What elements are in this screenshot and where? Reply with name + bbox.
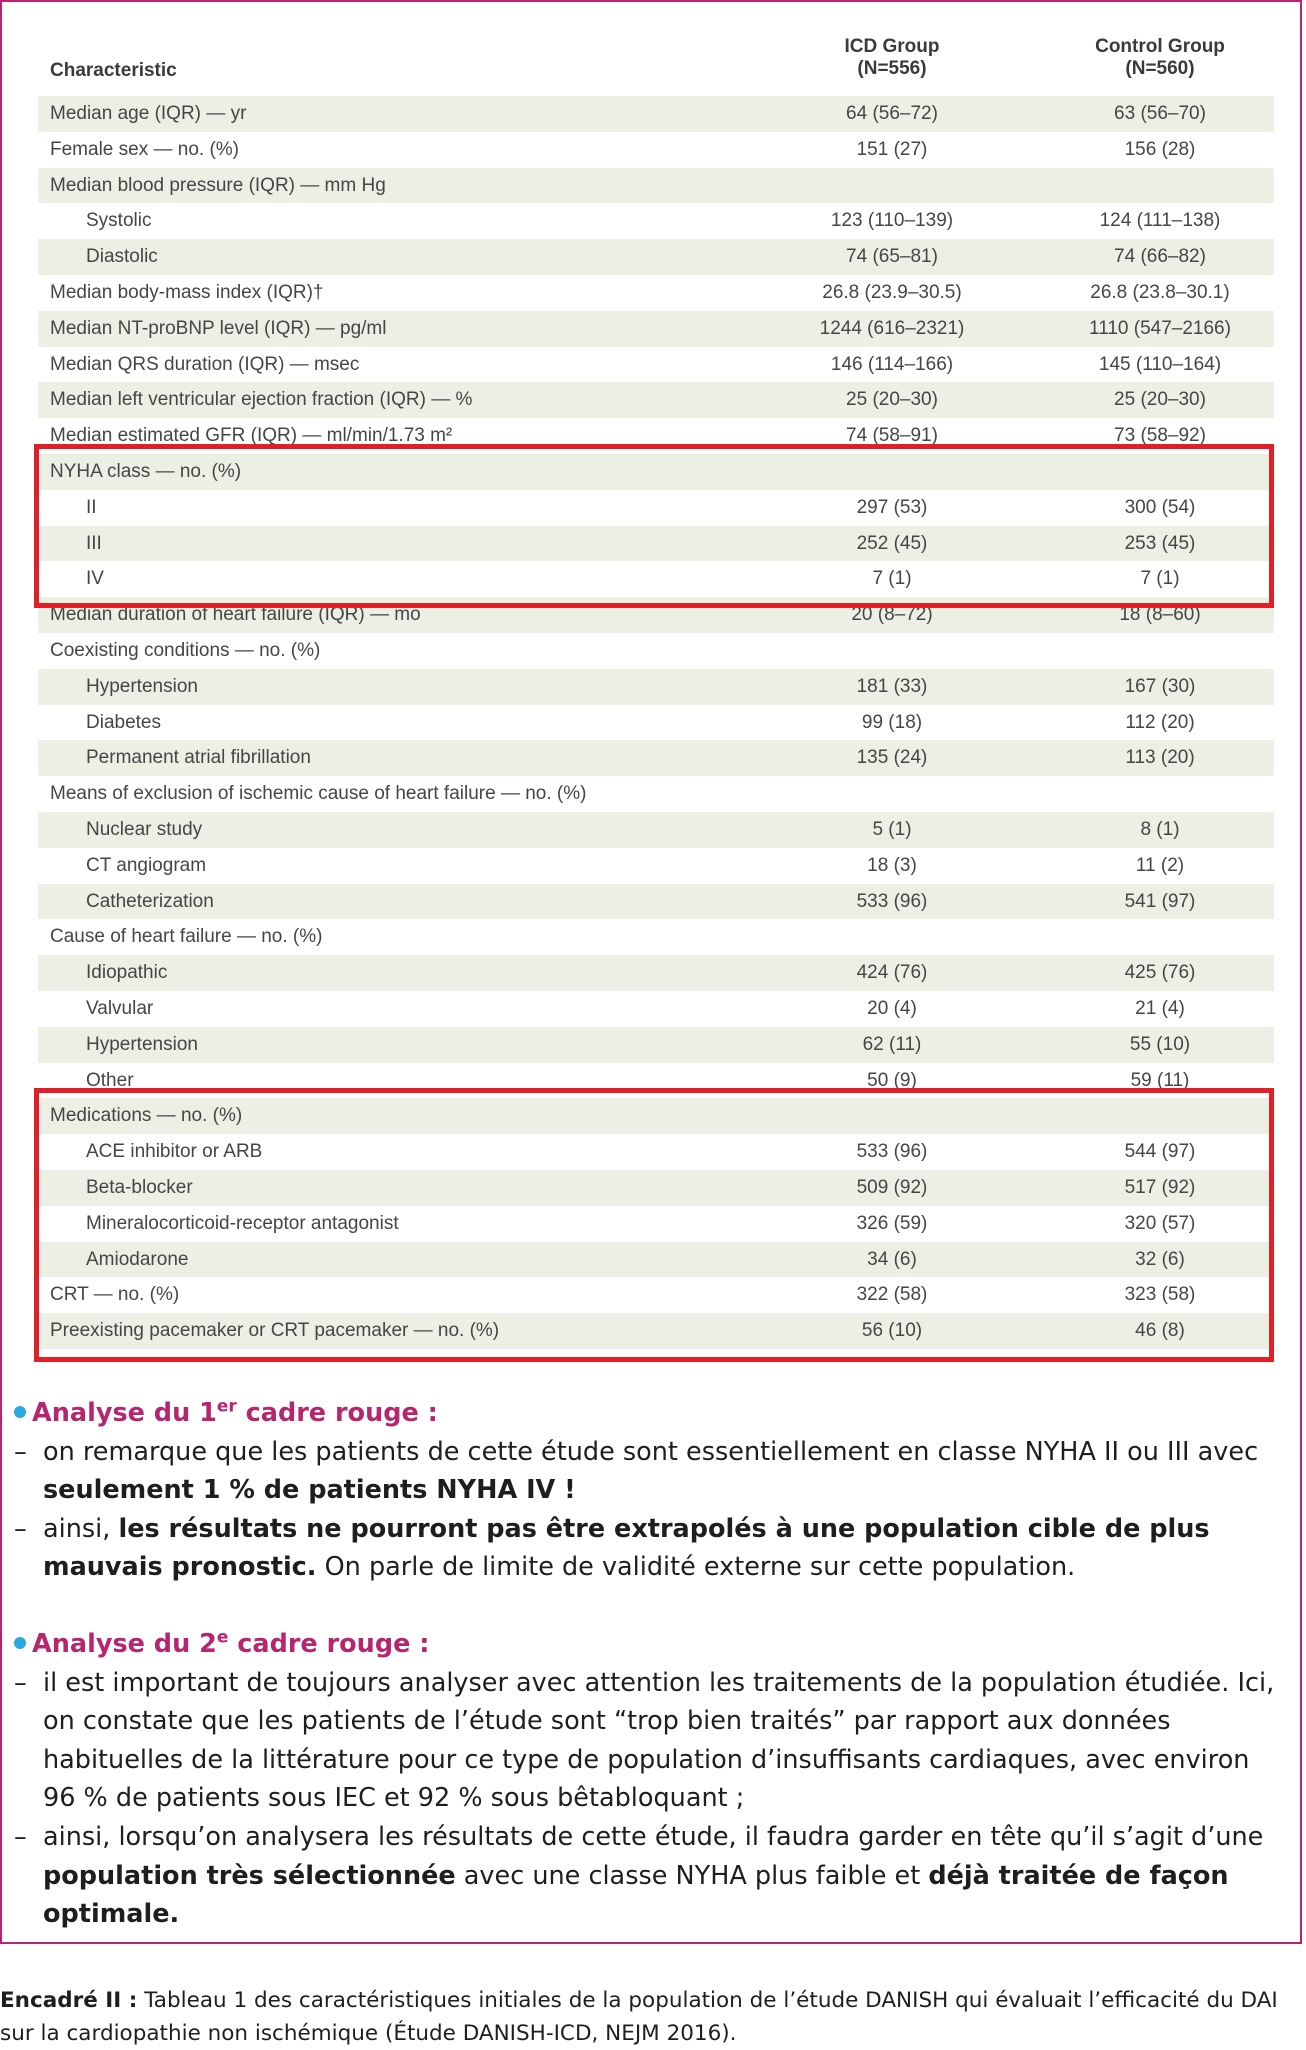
table-row — [38, 776, 1274, 812]
row-label: Nuclear study — [86, 818, 203, 840]
icd-value: 151 (27) — [856, 138, 928, 160]
table-row — [38, 132, 1274, 168]
table-row — [38, 812, 1274, 848]
control-value: 46 (8) — [1135, 1320, 1185, 1342]
table-row — [38, 919, 1274, 955]
row-label: CRT — no. (%) — [50, 1284, 180, 1306]
icd-value: 424 (76) — [856, 962, 928, 984]
icd-value: 34 (6) — [867, 1248, 917, 1270]
analysis-first-bullet-1: – on remarque que les patients de cette étude sont essentiellement en classe NYHA II ou III avec seulement 1 % de patients NYHA IV ! — [14, 1433, 1284, 1510]
row-label: Diabetes — [86, 711, 161, 733]
table-header — [38, 30, 1274, 90]
control-value: 25 (20–30) — [1114, 389, 1206, 411]
icd-value: 123 (110–139) — [830, 210, 954, 232]
control-value: 517 (92) — [1124, 1176, 1196, 1198]
icd-value: 25 (20–30) — [846, 389, 938, 411]
icd-value: 1244 (616–2321) — [819, 317, 965, 339]
red-box-nyha — [34, 444, 1274, 608]
control-value: 156 (28) — [1124, 138, 1196, 160]
row-label: Cause of heart failure — no. (%) — [50, 926, 323, 948]
caption-text: Tableau 1 des caractéristiques initiales de la population de l’étude DANISH qui évaluait l’efficacité du DAI sur la cardiopathie non ischémique (Étude DANISH-ICD, NEJM 2016). — [0, 1988, 1278, 2046]
control-value: 300 (54) — [1124, 496, 1196, 518]
header-icd-n: (N=556) — [857, 58, 927, 79]
row-label: Female sex — no. (%) — [50, 138, 239, 160]
bullet-dot-icon — [14, 1637, 26, 1649]
table-row — [38, 96, 1274, 132]
row-label: Medications — no. (%) — [50, 1105, 243, 1127]
icd-value: 146 (114–166) — [830, 353, 954, 375]
icd-value: 26.8 (23.9–30.5) — [822, 281, 962, 303]
row-label: Idiopathic — [86, 962, 168, 984]
dash-icon: – — [14, 1436, 27, 1467]
control-value: 541 (97) — [1124, 890, 1196, 912]
control-value: 7 (1) — [1140, 568, 1180, 590]
icd-value: 7 (1) — [872, 568, 912, 590]
control-value: 1110 (547–2166) — [1089, 317, 1231, 339]
icd-value: 74 (58–91) — [846, 425, 938, 447]
row-label: Catheterization — [86, 890, 214, 912]
dash-icon: – — [14, 1821, 27, 1852]
table-row — [38, 203, 1274, 239]
control-value: 167 (30) — [1124, 675, 1196, 697]
row-label: Other — [86, 1069, 134, 1091]
red-box-medications — [34, 1088, 1274, 1362]
control-value: 113 (20) — [1125, 747, 1195, 769]
icd-value: 135 (24) — [856, 747, 928, 769]
row-label: Preexisting pacemaker or CRT pacemaker — no. (%) — [50, 1320, 500, 1342]
control-value: 11 (2) — [1135, 854, 1185, 876]
row-label: Means of exclusion of ischemic cause of heart failure — no. (%) — [50, 783, 587, 805]
analysis-first-title: Analyse du 1er cadre rouge : — [14, 1394, 1284, 1433]
table-row — [38, 884, 1274, 920]
icd-value: 181 (33) — [856, 675, 928, 697]
analysis-second-bullet-1: – il est important de toujours analyser avec attention les traitements de la population étudiée. Ici, on constate que les patients de l’étude sont “trop bien traités” par rapport aux données habituelles de la littérature pour ce type de population d’insuffisants cardiaques, avec environ 96 % de patients sous IEC et 92 % sous bêtabloquant ; — [14, 1664, 1284, 1818]
row-label: Median QRS duration (IQR) — msec — [50, 353, 360, 375]
table-row — [38, 311, 1274, 347]
analysis-section — [14, 1394, 1284, 1934]
row-label: Diastolic — [86, 246, 158, 268]
row-label: Amiodarone — [86, 1248, 189, 1270]
header-icd-group — [772, 36, 1012, 80]
analysis-second-box — [14, 1625, 1284, 1934]
icd-value: 326 (59) — [856, 1212, 928, 1234]
analysis-first-box — [14, 1394, 1284, 1587]
row-label: Mineralocorticoid-receptor antagonist — [86, 1212, 399, 1234]
table-row — [38, 740, 1274, 776]
row-label: Median left ventricular ejection fraction (IQR) — % — [50, 389, 473, 411]
header-control-n: (N=560) — [1125, 58, 1195, 79]
control-value: 8 (1) — [1140, 818, 1180, 840]
control-value: 74 (66–82) — [1114, 246, 1206, 268]
icd-value: 99 (18) — [861, 711, 923, 733]
row-label: CT angiogram — [86, 854, 207, 876]
table-row — [38, 669, 1274, 705]
row-label: Median age (IQR) — yr — [50, 103, 247, 124]
icd-value: 74 (65–81) — [846, 246, 938, 268]
icd-value: 252 (45) — [856, 532, 928, 554]
icd-value: 20 (8–72) — [851, 604, 933, 626]
row-label: Median body-mass index (IQR)† — [50, 281, 324, 303]
table-row — [38, 991, 1274, 1027]
control-value: 73 (58–92) — [1114, 425, 1206, 447]
row-label: Hypertension — [86, 675, 198, 697]
control-value: 32 (6) — [1135, 1248, 1185, 1270]
header-control-group — [1040, 36, 1280, 80]
row-label: Median duration of heart failure (IQR) — mo — [50, 604, 421, 626]
icd-value: 509 (92) — [856, 1176, 928, 1198]
dash-icon: – — [14, 1667, 27, 1698]
table-row — [38, 705, 1274, 741]
control-value: 63 (56–70) — [1114, 103, 1206, 124]
dash-icon: – — [14, 1513, 27, 1544]
control-value: 320 (57) — [1124, 1212, 1196, 1234]
figure-caption — [0, 1984, 1306, 2050]
table-row — [38, 633, 1274, 669]
row-label: III — [86, 532, 102, 554]
row-label: NYHA class — no. (%) — [50, 460, 242, 482]
header-control-label: Control Group — [1095, 36, 1225, 57]
analysis-second-title: Analyse du 2e cadre rouge : — [14, 1625, 1284, 1664]
icd-value: 62 (11) — [862, 1033, 922, 1055]
control-value: 18 (8–60) — [1119, 604, 1201, 626]
table-row — [38, 955, 1274, 991]
control-value: 112 (20) — [1125, 711, 1195, 733]
control-value: 21 (4) — [1135, 997, 1185, 1019]
caption-label: Encadré II : — [0, 1988, 138, 2013]
icd-value: 297 (53) — [856, 496, 928, 518]
bullet-dot-icon — [14, 1406, 26, 1418]
control-value: 59 (11) — [1130, 1069, 1190, 1091]
control-value: 253 (45) — [1124, 532, 1196, 554]
icd-value: 50 (9) — [867, 1069, 917, 1091]
control-value: 124 (111–138) — [1099, 210, 1221, 232]
row-label: Valvular — [86, 997, 154, 1019]
control-value: 323 (58) — [1124, 1284, 1196, 1306]
row-label: Systolic — [86, 210, 152, 232]
icd-value: 18 (3) — [867, 854, 917, 876]
table-row — [38, 275, 1274, 311]
row-label: ACE inhibitor or ARB — [86, 1141, 263, 1163]
row-label: Median blood pressure (IQR) — mm Hg — [50, 174, 386, 196]
control-value: 55 (10) — [1129, 1033, 1191, 1055]
analysis-second-bullet-2: – ainsi, lorsqu’on analysera les résultats de cette étude, il faudra garder en tête qu’il s’agit d’une population très sélectionnée avec une classe NYHA plus faible et déjà traitée de façon optimale. — [14, 1818, 1284, 1934]
control-value: 26.8 (23.8–30.1) — [1090, 281, 1230, 303]
icd-value: 533 (96) — [856, 1141, 928, 1163]
row-label: Permanent atrial fibrillation — [86, 747, 311, 769]
table-row — [38, 1027, 1274, 1063]
table-row — [38, 347, 1274, 383]
header-icd-label: ICD Group — [844, 36, 940, 57]
control-value: 145 (110–164) — [1098, 353, 1222, 375]
row-label: IV — [86, 568, 104, 590]
control-value: 544 (97) — [1124, 1141, 1196, 1163]
icd-value: 56 (10) — [861, 1320, 923, 1342]
row-label: Median estimated GFR (IQR) — ml/min/1.73 m² — [50, 425, 453, 447]
row-label: Median NT-proBNP level (IQR) — pg/ml — [50, 317, 387, 339]
icd-value: 533 (96) — [856, 890, 928, 912]
icd-value: 5 (1) — [872, 818, 912, 840]
icd-value: 20 (4) — [867, 997, 917, 1019]
icd-value: 64 (56–72) — [846, 103, 938, 124]
row-label: Beta-blocker — [86, 1176, 193, 1198]
control-value: 425 (76) — [1124, 962, 1196, 984]
icd-value: 322 (58) — [856, 1284, 928, 1306]
row-label: Coexisting conditions — no. (%) — [50, 639, 321, 661]
table-row — [38, 848, 1274, 884]
table-row — [38, 382, 1274, 418]
table-row — [38, 168, 1274, 204]
row-label: Hypertension — [86, 1033, 198, 1055]
header-characteristic: Characteristic — [50, 60, 177, 81]
analysis-first-bullet-2: – ainsi, les résultats ne pourront pas être extrapolés à une population cible de plus mauvais pronostic. On parle de limite de validité externe sur cette population. — [14, 1510, 1284, 1587]
table-row — [38, 239, 1274, 275]
row-label: II — [86, 496, 97, 518]
